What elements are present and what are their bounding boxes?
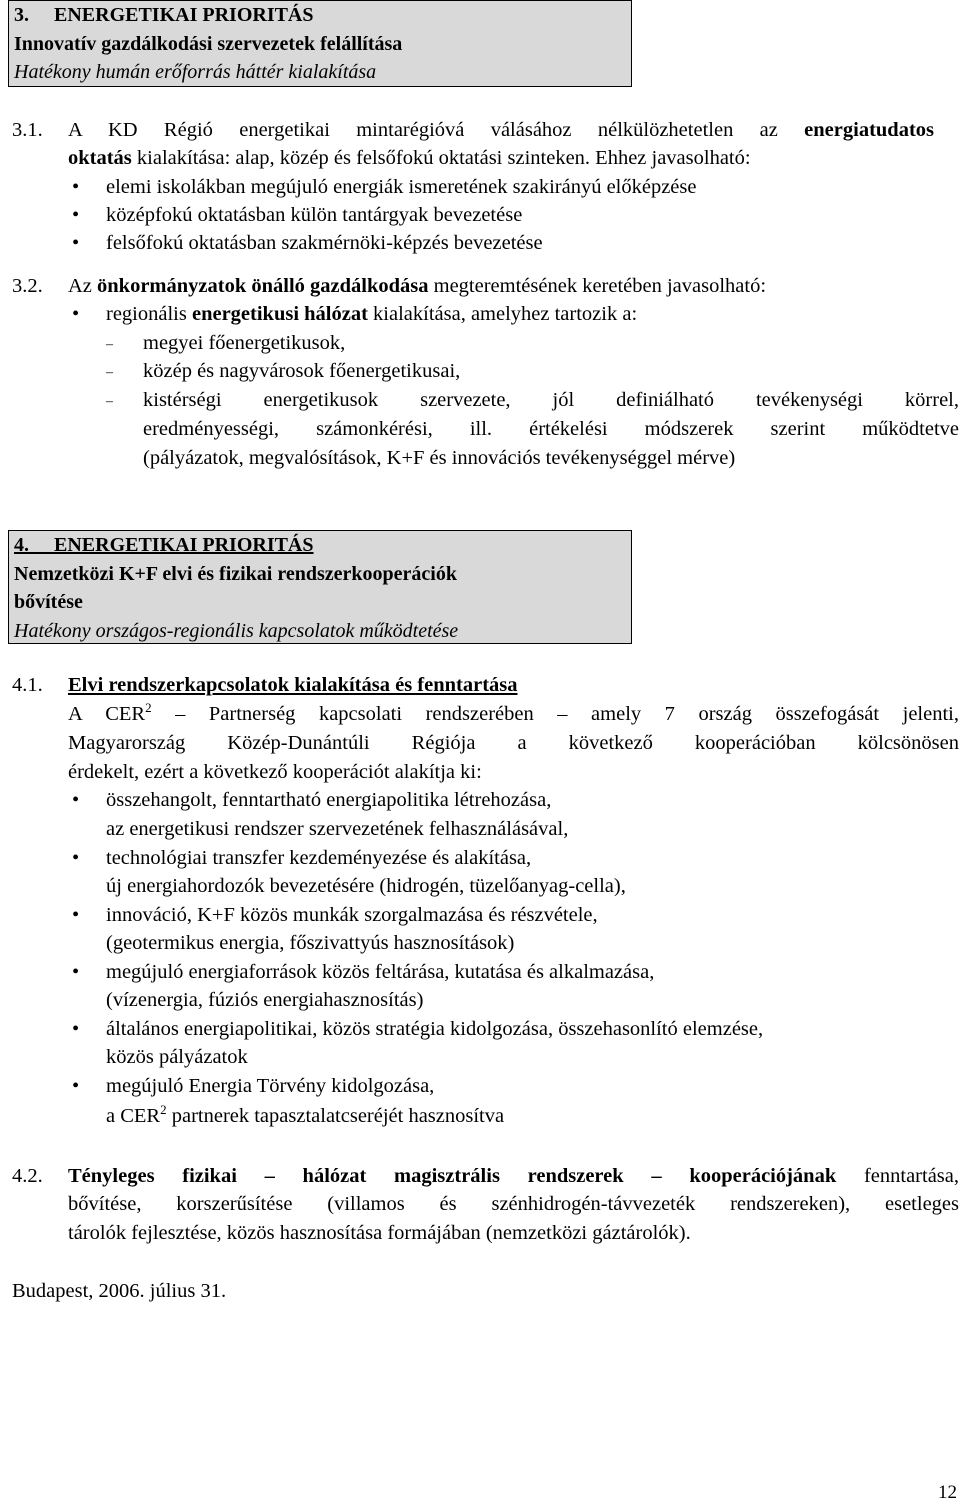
p41-bullet-6b: a CER$^2$ partnerek tapasztalatcseréjét hasznosítva	[106, 1102, 505, 1127]
p31-line2: oktatás kialakítása: alap, közép és felsőfokú oktatási szinteken. Ehhez javasolható:	[68, 147, 751, 169]
section-3-header-box	[8, 0, 632, 87]
p41-bullet-2b: új energiahordozók bevezetésére (hidrogén, tüzelőanyag-cella),	[106, 875, 626, 897]
p32-number: 3.2.	[12, 275, 43, 297]
p41-bullet-1b: az energetikusi rendszer szervezetének felhasználásával,	[106, 818, 569, 840]
section-4-subtitle-2: bővítése	[14, 591, 83, 613]
p41-bullet-4a: megújuló energiaforrások közös feltárása, kutatása és alkalmazása,	[106, 961, 655, 983]
section-3-italic-subtitle: Hatékony humán erőforrás háttér kialakítása	[14, 61, 377, 83]
p41-bullet-1a: összehangolt, fenntartható energiapolitika létrehozása,	[106, 789, 552, 811]
p31-number: 3.1.	[12, 119, 43, 141]
p41-bullet-4b: (vízenergia, fúziós energiahasznosítás)	[106, 989, 424, 1011]
bullet-icon: •	[72, 847, 80, 869]
p41-line3: érdekelt, ezért a következő kooperációt alakítja ki:	[68, 761, 482, 783]
p32-dash-3: kistérségi energetikusok szervezete, jól definiálható tevékenységi körrel,	[143, 389, 959, 411]
section-4-title: 4. ENERGETIKAI PRIORITÁS	[14, 534, 314, 556]
section-4-header-box	[8, 530, 632, 644]
p41-line1: A CER$^2$ – Partnerség kapcsolati rendszerében – amely 7 ország összefogását jelenti,	[68, 700, 959, 725]
p32-continuation-2: (pályázatok, megvalósítások, K+F és innovációs tevékenységgel mérve)	[143, 447, 736, 469]
p31-bullet-3: felsőfokú oktatásban szakmérnöki-képzés bevezetése	[106, 232, 543, 254]
p32-bullet: regionális energetikusi hálózat kialakítása, amelyhez tartozik a:	[106, 303, 638, 325]
p42-line1: Tényleges fizikai – hálózat magisztrális rendszerek – kooperációjának fenntartása,	[68, 1165, 959, 1187]
section-3-title: 3. ENERGETIKAI PRIORITÁS	[14, 4, 314, 26]
p32-line1: Az önkormányzatok önálló gazdálkodása megteremtésének keretében javasolható:	[68, 275, 767, 297]
place-date: Budapest, 2006. július 31.	[12, 1280, 227, 1302]
bullet-icon: •	[72, 1075, 80, 1097]
p32-dash-2: közép és nagyvárosok főenergetikusai,	[143, 360, 461, 382]
bullet-icon: •	[72, 1018, 80, 1040]
p41-bullet-5a: általános energiapolitikai, közös stratégia kidolgozása, összehasonlító elemzése,	[106, 1018, 764, 1040]
bullet-icon: •	[72, 232, 80, 254]
p42-line3: tárolók fejlesztése, közös hasznosítása formájában (nemzetközi gáztárolók).	[68, 1222, 691, 1244]
p41-bullet-3a: innováció, K+F közös munkák szorgalmazása és részvétele,	[106, 904, 598, 926]
bullet-icon: •	[72, 904, 80, 926]
section-4-italic-subtitle: Hatékony országos-regionális kapcsolatok működtetése	[14, 619, 459, 642]
bullet-icon: •	[72, 961, 80, 983]
dash-icon: –	[106, 337, 113, 352]
bullet-icon: •	[72, 176, 80, 198]
p41-bullet-3b: (geotermikus energia, főszivattyús hasznosítások)	[106, 932, 515, 954]
bullet-icon: •	[72, 303, 80, 325]
p31-bullet-1: elemi iskolákban megújuló energiák ismeretének szakirányú előképzése	[106, 176, 697, 198]
p41-bullet-6a: megújuló Energia Törvény kidolgozása,	[106, 1075, 435, 1097]
dash-icon: –	[106, 394, 113, 409]
section-3-subtitle: Innovatív gazdálkodási szervezetek felállítása	[14, 32, 403, 55]
p42-number: 4.2.	[12, 1165, 43, 1187]
dash-icon: –	[106, 365, 113, 380]
page-number: 12	[938, 1482, 957, 1503]
p41-number: 4.1.	[12, 674, 43, 696]
p41-heading: Elvi rendszerkapcsolatok kialakítása és fenntartása	[68, 674, 518, 696]
p42-line2: bővítése, korszerűsítése (villamos és szénhidrogén-távvezeték rendszereken), esetleges	[68, 1193, 959, 1215]
section-4-subtitle-1: Nemzetközi K+F elvi és fizikai rendszerkooperációk	[14, 562, 457, 585]
p31-bullet-2: középfokú oktatásban külön tantárgyak bevezetése	[106, 204, 523, 226]
bullet-icon: •	[72, 789, 80, 811]
p41-bullet-2a: technológiai transzfer kezdeményezése és alakítása,	[106, 847, 532, 869]
p41-line2: Magyarország Közép-Dunántúli Régiója a következő kooperációban kölcsönösen	[68, 732, 959, 754]
p41-bullet-5b: közös pályázatok	[106, 1046, 248, 1068]
p32-dash-1: megyei főenergetikusok,	[143, 332, 346, 354]
p31-line1: A KD Régió energetikai mintarégióvá válásához nélkülözhetetlen az energiatudatos	[68, 119, 934, 141]
p32-continuation-1: eredményességi, számonkérési, ill. értékelési módszerek szerint működtetve	[143, 418, 959, 440]
bullet-icon: •	[72, 204, 80, 226]
